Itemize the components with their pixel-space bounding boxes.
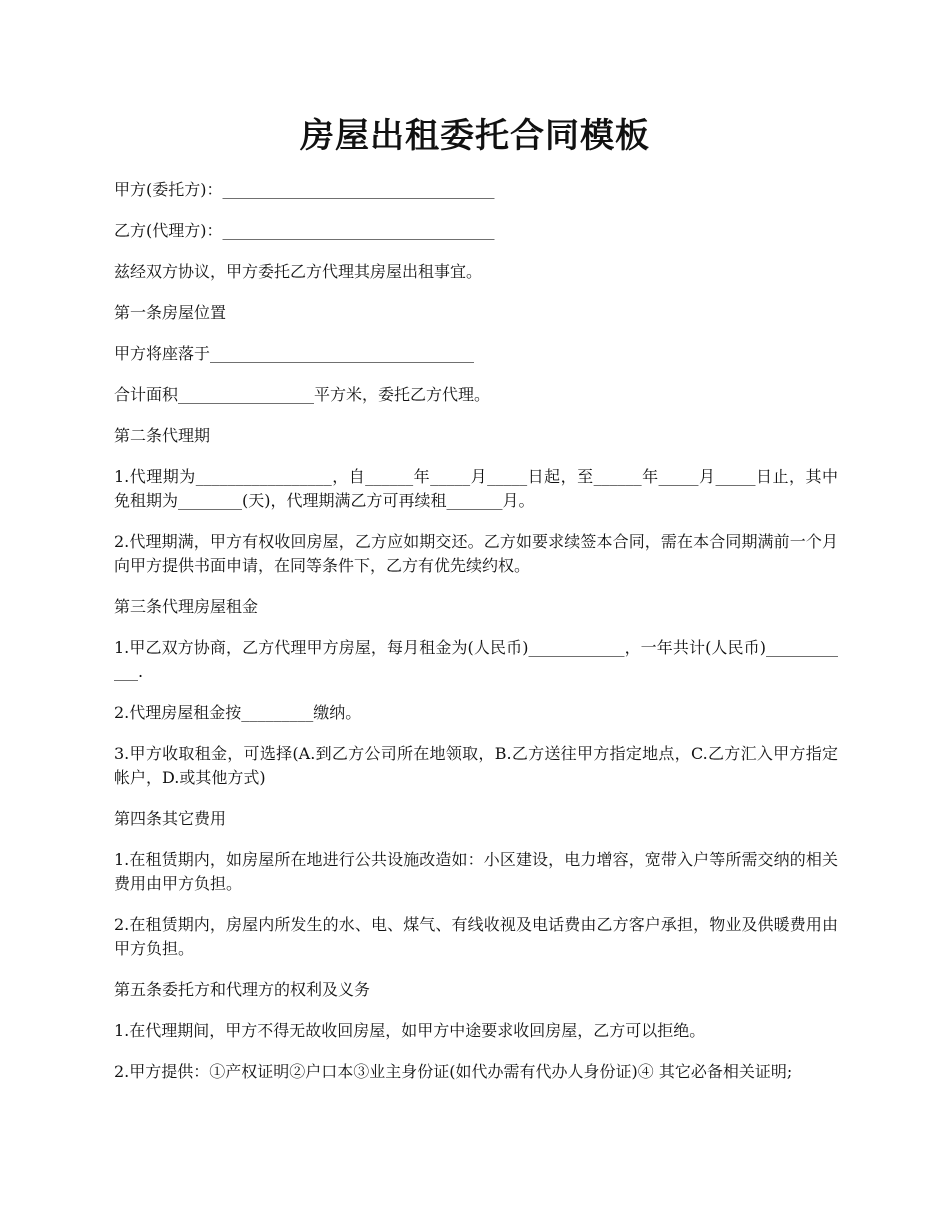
- section-heading-5: 第五条委托方和代理方的权利及义务: [114, 980, 371, 999]
- section-heading-2: 第二条代理期: [114, 426, 211, 445]
- document-title: 房屋出租委托合同模板: [300, 116, 650, 156]
- clause-3-1: 1.甲乙双方协商，乙方代理甲方房屋，每月租金为(人民币)____________，一年共计(人民币)____________.: [114, 638, 838, 681]
- section-heading-1: 第一条房屋位置: [114, 303, 227, 322]
- clause-2-1: 1.代理期为_________________，自______年_____月_____日起，至______年_____月_____日止，其中免租期为________(天)，代理期满乙方可再续租_______月。: [114, 467, 838, 510]
- party-b-line: 乙方(代理方)：__________________________________: [114, 221, 495, 240]
- clause-3-3: 3.甲方收取租金，可选择(A.到乙方公司所在地领取，B.乙方送往甲方指定地点，C.乙方汇入甲方指定帐户，D.或其他方式): [114, 744, 838, 787]
- party-a-line: 甲方(委托方)：__________________________________: [114, 180, 495, 199]
- clause-4-2: 2.在租赁期内，房屋内所发生的水、电、煤气、有线收视及电话费由乙方客户承担，物业及供暖费用由甲方负担。: [114, 915, 838, 958]
- clause-5-1: 1.在代理期间，甲方不得无故收回房屋，如甲方中途要求收回房屋，乙方可以拒绝。: [114, 1021, 706, 1040]
- clause-2-2: 2.代理期满，甲方有权收回房屋，乙方应如期交还。乙方如要求续签本合同，需在本合同期满前一个月向甲方提供书面申请，在同等条件下，乙方有优先续约权。: [114, 532, 838, 575]
- clause-3-2: 2.代理房屋租金按_________缴纳。: [114, 703, 362, 722]
- location-line: 甲方将座落于_________________________________: [114, 344, 475, 363]
- intro-paragraph: 兹经双方协议，甲方委托乙方代理其房屋出租事宜。: [114, 262, 483, 281]
- section-heading-3: 第三条代理房屋租金: [114, 597, 259, 616]
- area-line: 合计面积_________________平方米，委托乙方代理。: [114, 385, 491, 404]
- section-heading-4: 第四条其它费用: [114, 809, 227, 828]
- clause-5-2: 2.甲方提供：①产权证明②户口本③业主身份证(如代办需有代办人身份证)④ 其它必备相关证明;: [114, 1062, 793, 1081]
- clause-4-1: 1.在租赁期内，如房屋所在地进行公共设施改造如：小区建设，电力增容，宽带入户等所需交纳的相关费用由甲方负担。: [114, 850, 838, 893]
- document-body: [114, 178, 838, 1101]
